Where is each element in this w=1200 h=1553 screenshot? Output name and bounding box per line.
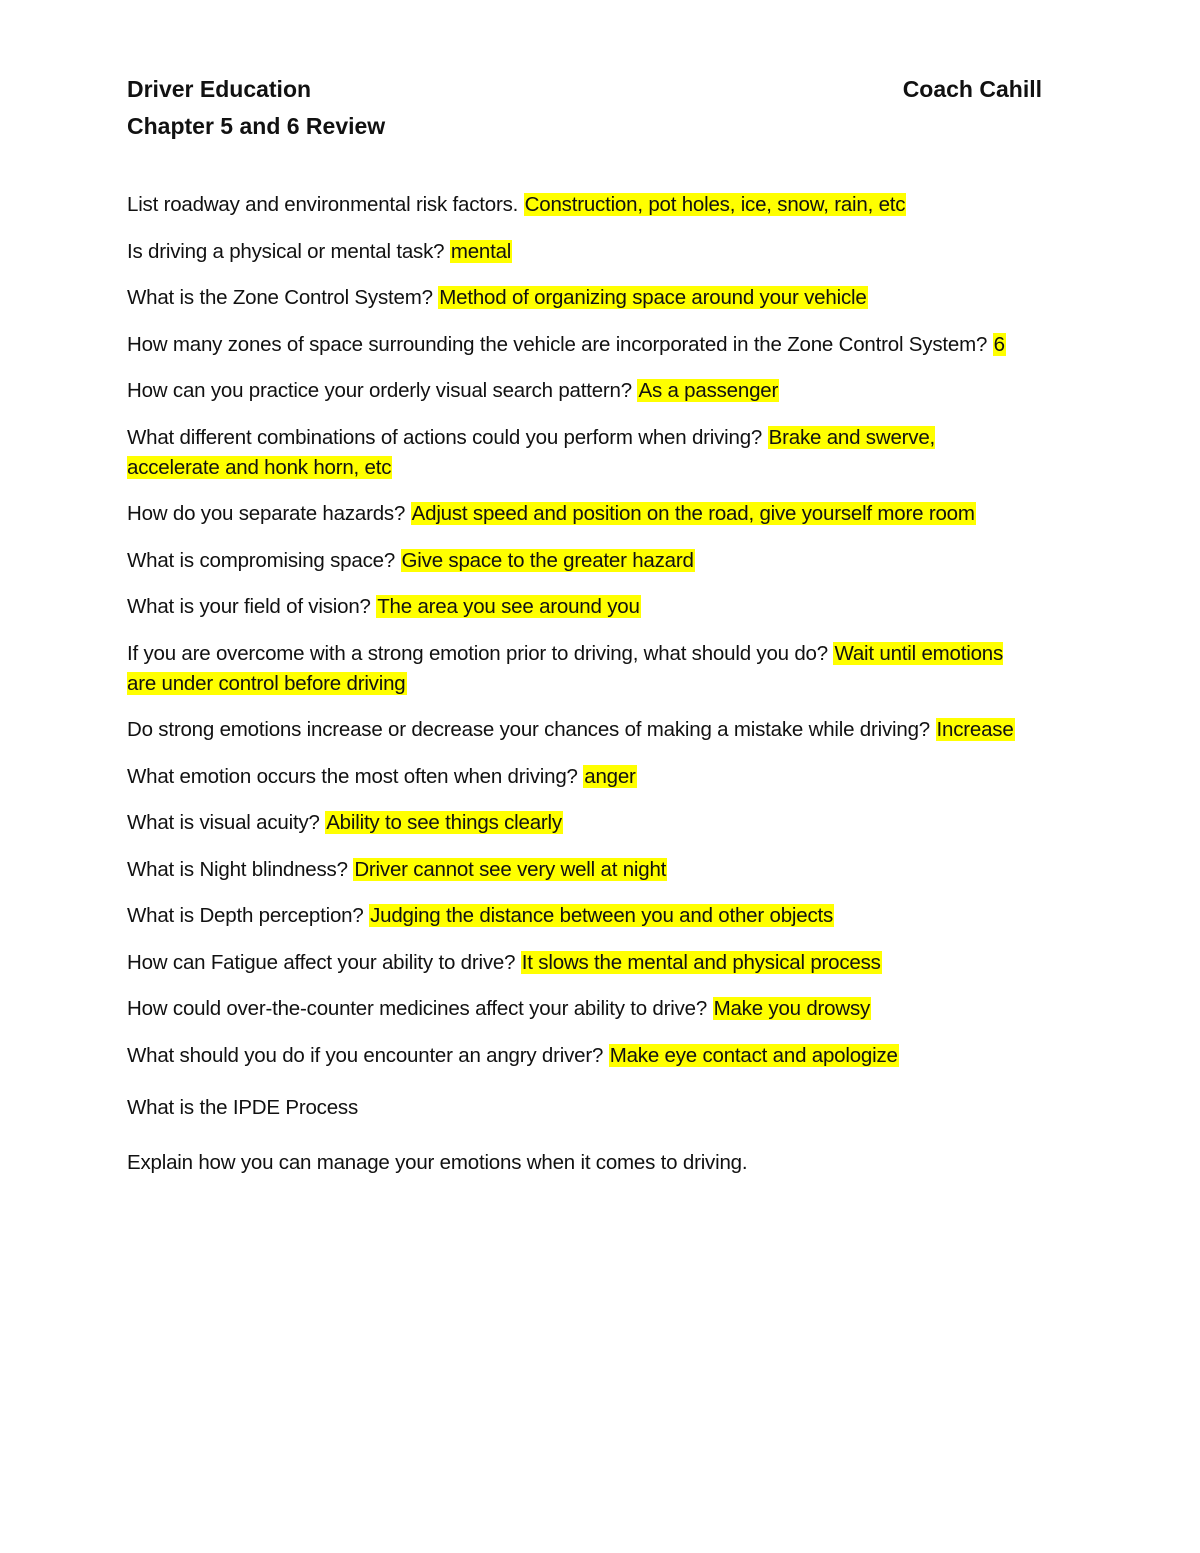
question-text: What different combinations of actions could you perform when driving?: [127, 425, 768, 449]
question-text: How can Fatigue affect your ability to drive?: [127, 950, 521, 974]
highlighted-answer: Judging the distance between you and other objects: [370, 904, 834, 927]
question-text: How do you separate hazards?: [127, 502, 411, 525]
highlighted-answer: Give space to the greater hazard: [401, 548, 694, 572]
question-item: [127, 948, 1087, 978]
question-text: List roadway and environmental risk factors.: [127, 193, 524, 216]
question-item: [127, 283, 1087, 313]
highlighted-answer: anger: [584, 764, 636, 788]
question-item: [127, 639, 1007, 699]
question-text: How can you practice your orderly visual search pattern?: [127, 379, 638, 402]
question-text: What emotion occurs the most often when driving?: [127, 764, 584, 788]
question-text: If you are overcome with a strong emotion prior to driving, what should you do?: [127, 641, 834, 665]
question-text: What is your field of vision?: [127, 595, 377, 618]
highlighted-answer: Construction, pot holes, ice, snow, rain, etc: [524, 193, 906, 216]
question-item: [127, 592, 1087, 622]
chapter-subtitle: Chapter 5 and 6 Review: [127, 113, 386, 139]
question-text: What is visual acuity?: [127, 811, 326, 834]
highlighted-answer: Brake and swerve, accelerate and honk horn, etc: [127, 425, 936, 479]
instructor-name: Coach Cahill: [902, 76, 1042, 102]
question-item: [127, 762, 1087, 792]
highlighted-answer: Increase: [936, 718, 1014, 741]
question-item: [127, 808, 1087, 838]
review-questions: [127, 190, 1087, 1203]
question-text: What is Depth perception?: [127, 904, 370, 927]
question-text: Is driving a physical or mental task?: [127, 239, 450, 263]
document-header: [127, 74, 1042, 141]
highlighted-answer: As a passenger: [638, 379, 779, 402]
question-item: [127, 546, 1087, 576]
question-item: [127, 994, 1087, 1024]
header-row: [127, 74, 1042, 104]
highlighted-answer: Method of organizing space around your vehicle: [439, 286, 867, 309]
question-item: [127, 499, 1087, 529]
question-item: [127, 901, 1087, 931]
course-title: Driver Education: [127, 76, 312, 102]
question-item: [127, 376, 1087, 406]
question-text: What is Night blindness?: [127, 857, 354, 881]
highlighted-answer: It slows the mental and physical process: [521, 950, 881, 974]
question-item: [127, 855, 1087, 885]
highlighted-answer: mental: [450, 239, 512, 263]
open-question: Explain how you can manage your emotions when it comes to driving.: [127, 1150, 748, 1174]
highlighted-answer: Driver cannot see very well at night: [354, 857, 667, 881]
question-item: [127, 715, 1087, 745]
question-text: What is the Zone Control System?: [127, 286, 439, 309]
question-item: [127, 423, 1017, 483]
question-item: [127, 1041, 1087, 1071]
question-text: What should you do if you encounter an angry driver?: [127, 1043, 609, 1067]
question-item: [127, 190, 1087, 220]
highlighted-answer: Make eye contact and apologize: [609, 1043, 898, 1067]
highlighted-answer: Wait until emotions are under control before driving: [127, 641, 1004, 695]
highlighted-answer: Adjust speed and position on the road, give yourself more room: [411, 502, 975, 525]
highlighted-answer: Ability to see things clearly: [326, 811, 562, 834]
open-question: What is the IPDE Process: [127, 1095, 359, 1119]
question-item: [127, 330, 1087, 360]
question-item: [127, 237, 1087, 267]
question-text: How many zones of space surrounding the vehicle are incorporated in the Zone Control System?: [127, 332, 993, 356]
question-text: Do strong emotions increase or decrease your chances of making a mistake while driving?: [127, 718, 936, 741]
question-text: How could over-the-counter medicines affect your ability to drive?: [127, 997, 713, 1020]
highlighted-answer: The area you see around you: [377, 595, 640, 618]
highlighted-answer: Make you drowsy: [713, 997, 871, 1020]
question-text: What is compromising space?: [127, 548, 401, 572]
highlighted-answer: 6: [993, 332, 1005, 356]
